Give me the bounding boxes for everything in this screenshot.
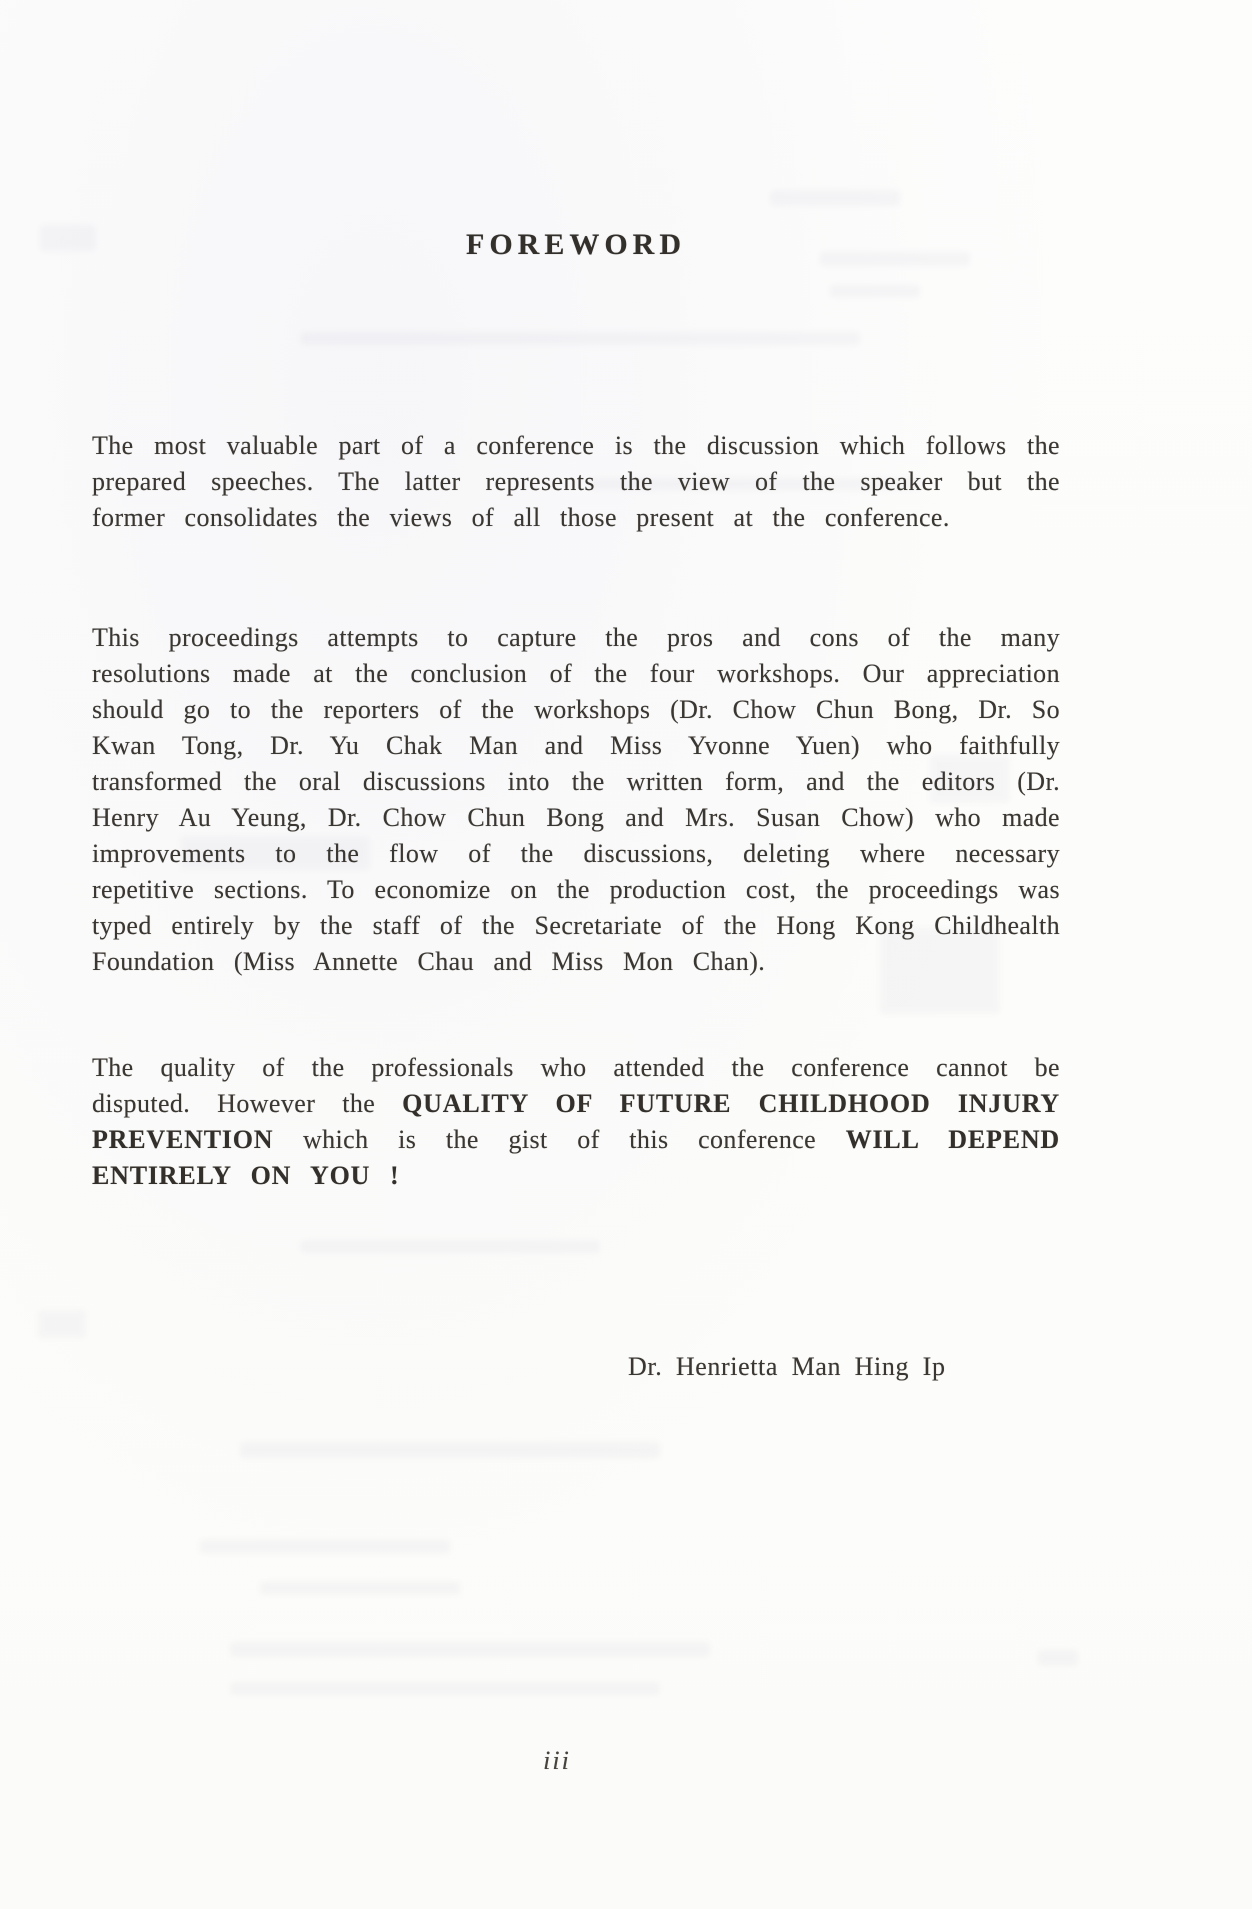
closing-emphasis-quality: QUALITY OF FUTURE CHILDHOOD INJURY PREVENTION — [92, 1089, 1060, 1154]
scan-artifact — [300, 332, 860, 345]
scan-artifact — [260, 1582, 460, 1594]
scan-artifact — [230, 1682, 660, 1695]
scan-artifact — [770, 190, 900, 206]
scan-artifact — [300, 1240, 600, 1253]
scan-artifact — [230, 1642, 710, 1657]
page-title: FOREWORD — [466, 228, 686, 261]
scan-artifact — [1038, 1650, 1078, 1666]
closing-lead-text: The quality of the professionals who attended the conference cannot be disputed. However the — [92, 1053, 1060, 1118]
scan-artifact — [200, 1540, 450, 1553]
closing-emphasis-depend: WILL DEPEND ENTIRELY ON YOU ! — [92, 1125, 1060, 1190]
scan-artifact — [830, 285, 920, 297]
closing-middle-text: which is the gist of this conference — [273, 1125, 846, 1154]
scan-artifact — [38, 1310, 86, 1338]
scan-artifact — [40, 225, 96, 251]
scan-artifact — [240, 1442, 660, 1458]
page-number: iii — [543, 1746, 571, 1775]
author-signature: Dr. Henrietta Man Hing Ip — [628, 1352, 946, 1381]
paragraph-proceedings-credits: This proceedings attempts to capture the pros and cons of the many resolutions made at the conclusion of the four workshops. Our appreciation should go to the reporters of the workshops (Dr. Chow Chun Bong, Dr. So Kwan Tong, Dr. Yu Chak Man and Miss Yvonne Yuen) who faithfully transformed the oral discussions into the written form, and the editors (Dr. Henry Au Yeung, Dr. Chow Chun Bong and Mrs. Susan Chow) who made improvements to the flow of the discussions, deleting where necessary repetitive sections. To economize on the production cost, the proceedings was typed entirely by the staff of the Secretariate of the Hong Kong Childhealth Foundation (Miss Annette Chau and Miss Mon Chan). — [92, 623, 1060, 976]
paragraph-conference-value: The most valuable part of a conference is the discussion which follows the prepared speeches. The latter represents the view of the speaker but the former consolidates the views of all those present at the conference. — [92, 431, 1060, 532]
paragraph-closing-appeal — [92, 1050, 1060, 1194]
